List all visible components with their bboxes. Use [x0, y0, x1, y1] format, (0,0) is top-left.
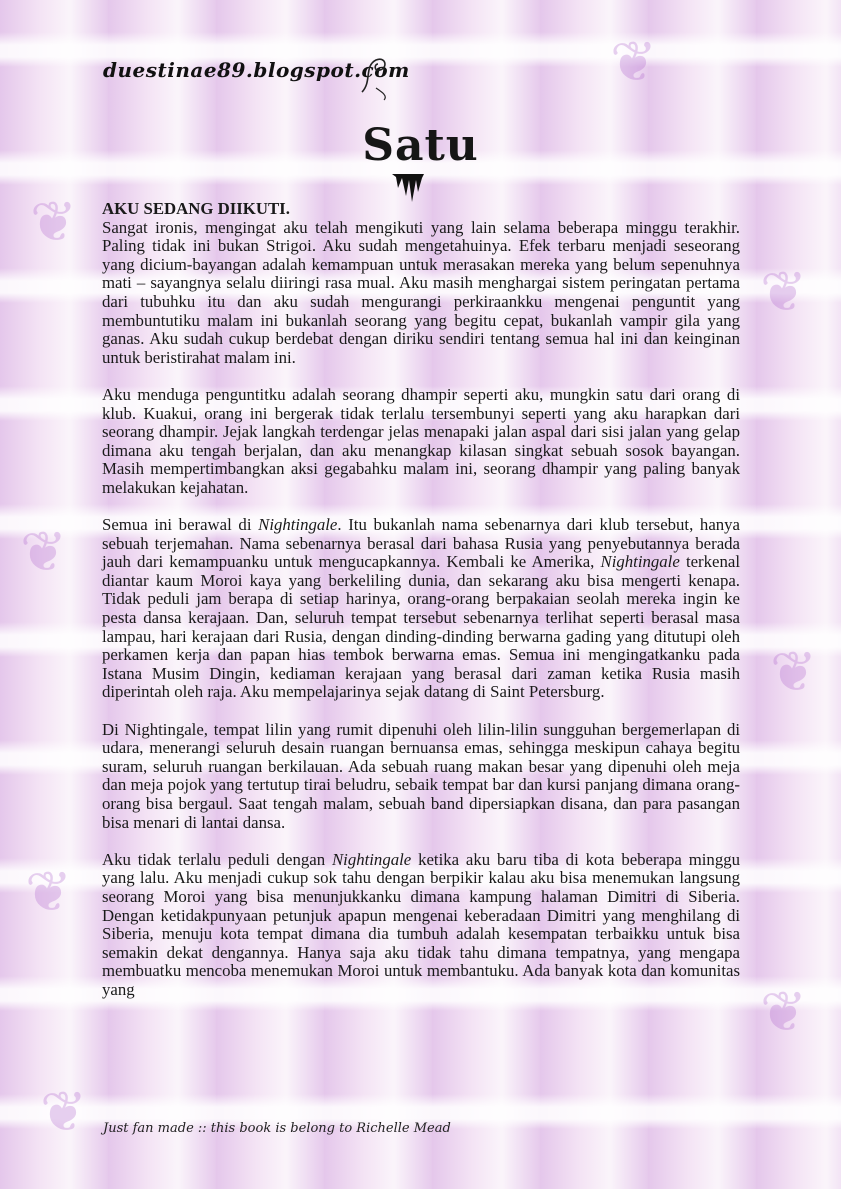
butterfly-icon: ❦ [20, 520, 67, 585]
paragraph-3 [102, 516, 740, 702]
butterfly-icon: ❦ [30, 190, 77, 255]
butterfly-icon: ❦ [25, 860, 72, 925]
paragraph-1: Sangat ironis, mengingat aku telah mengikuti yang lain selama beberapa minggu terakhir. Paling tidak ini bukan Strigoi. Aku sudah mengetahuinya. Efek terbaru menjadi seseorang yang dicium-bayangan adalah kemampuan untuk merasakan mereka yang belum sepenuhnya mati – sayangnya selalu diiringi rasa mual. Aku masih menghargai sistem peringatan pertama dari tubuhku itu dan aku sudah mengurangi perkiraankku mengenai penguntit yang membuntutiku malam ini bukanlah seorang yang begitu cepat, bukanlah vampir gila yang ganas. Aku sudah cukup berdebat dengan diriku sendiri tentang semua hal ini dan keinginan untuk beristirahat malam ini. [102, 217, 740, 367]
opening-line: AKU SEDANG DIIKUTI. [102, 199, 290, 218]
butterfly-icon: ❦ [610, 30, 657, 95]
footer-note: Just fan made :: this book is belong to Richelle Mead [103, 1121, 451, 1136]
butterfly-icon: ❦ [760, 980, 807, 1045]
chapter-body [102, 200, 740, 1018]
club-name-italic: Nightingale [258, 515, 338, 535]
club-name-italic: Nightingale [331, 849, 412, 869]
paragraph-2: Aku menduga penguntitku adalah seorang dhampir seperti aku, mungkin satu dari orang di klub. Kuakui, orang ini bergerak tidak terlalu tersembunyi seperti yang aku harapkan dari seorang dhampir. Jejak langkah terdengar jelas menapaki jalan aspal dari sisi jalan yang gelap dimana aku tengah berjalan, dan aku menangkap kilasan singkat sebuah sosok bayangan. Masih mempertimbangkan aksi gegabahku malam ini, seorang dhampir yang paling banyak melakukan kejahatan. [102, 384, 740, 497]
text-run: ketika aku baru tiba di kota beberapa minggu yang lalu. Aku menjadi cukup sok tahu dengan berpikir kalau aku bisa menemukan langsung seorang Moroi yang bisa menunjukkanku dimana kampung halaman Dimitri di Siberia. Dengan ketidakpunyaan petunjuk apapun mengenai keberadaan Dimitri yang menghilang di Siberia, menuju kota tempat dimana dia tumbuh adalah kesempatan terbaikku untuk bisa semakin dekat dengannya. Hanya saja aku tidak tahu dimana tempatnya, yang mengapa membuatku mencoba menemukan Moroi untuk membantuku. Ada banyak kota dan komunitas yang [102, 849, 740, 999]
butterfly-icon: ❦ [40, 1080, 87, 1145]
butterfly-icon: ❦ [770, 640, 817, 705]
paragraph-4: Di Nightingale, tempat lilin yang rumit dipenuhi oleh lilin-lilin sungguhan bergemerlapan di udara, menerangi seluruh desain ruangan bernuansa emas, sehingga meskipun cahaya begitu suram, seluruh ruangan berkilauan. Ada sebuah ruang makan besar yang dipenuhi oleh meja dan meja pojok yang tertutup tirai beludru, sebaik tempat bar dan kursi panjang dimana orang-orang bisa bergaul. Saat tengah malam, sebuah band dipersiapkan disana, dan para pasangan bisa menari di lantai dansa. [102, 719, 740, 832]
text-run: . Itu bukanlah nama sebenarnya dari klub tersebut, hanya sebuah terjemahan. Nama sebenarnya berasal dari bahasa Rusia yang penyebutannya berada jauh dari kemampuanku untuk mengucapkannya. Kembali ke Amerika, [102, 515, 740, 572]
butterfly-icon: ❦ [760, 260, 807, 325]
text-run: Semua ini berawal di [102, 515, 259, 535]
paragraph-5 [102, 851, 740, 1000]
blog-url-header: duestinae89.blogspot.com [103, 58, 410, 82]
chapter-title: Satu [362, 120, 479, 171]
club-name-italic: Nightingale [600, 552, 680, 572]
text-run: terkenal diantar kaum Moroi kaya yang berkeliling dunia, dan sekarang aku bisa mengerti kenapa. Tidak peduli jam berapa di setiap harinya, orang-orang berpakaian seolah mereka ingin ke pesta dansa kerajaan. Dan, seluruh tempat tersebut sebenarnya terlihat seperti berasal masa lampau, hari kerajaan dari Rusia, dengan dinding-dinding berwarna gading yang ditutupi oleh perkamen kerja dan papan hias tembok berwarna emas. Semua ini mengingatkanku pada Istana Musim Dingin, kediaman kerajaan yang berasal dari zaman ketika Rusia masih diperintah oleh raja. Aku mempelajarinya sejak datang di Saint Petersburg. [102, 552, 740, 702]
swirl-ornament-icon [358, 52, 394, 102]
text-run: Aku tidak terlalu peduli dengan [102, 849, 332, 869]
